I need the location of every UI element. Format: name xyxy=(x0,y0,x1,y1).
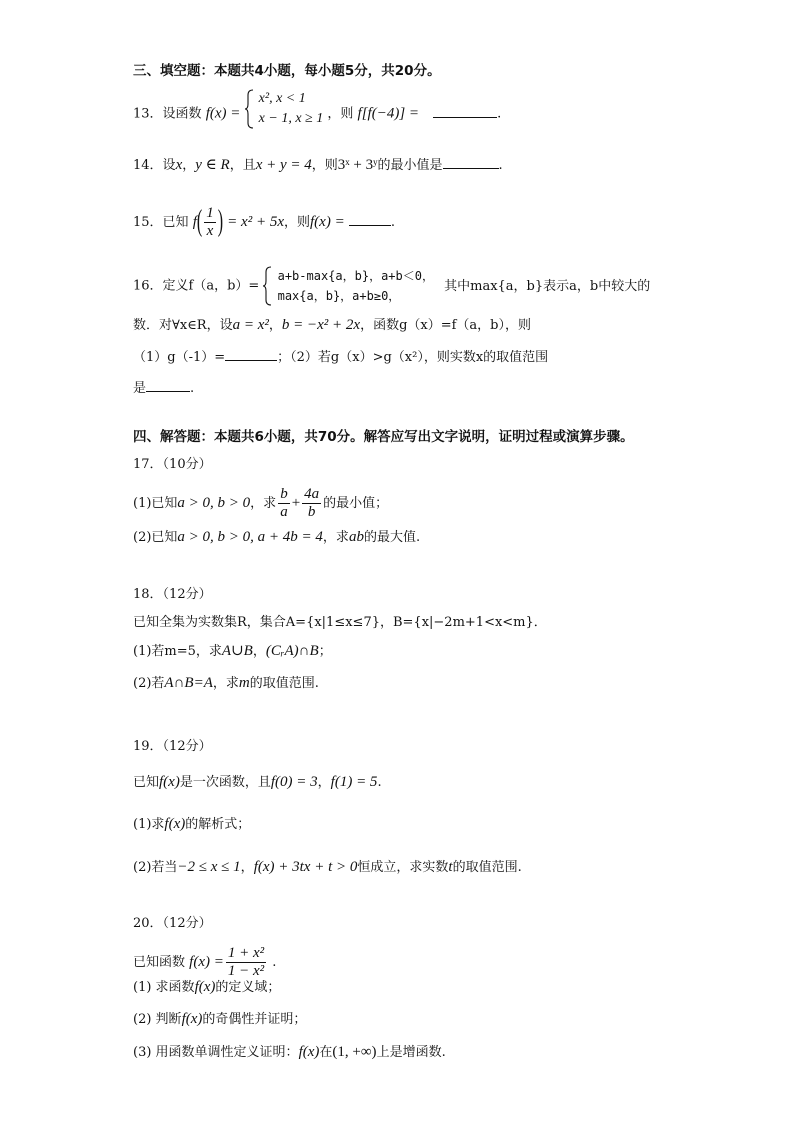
q19-p2-range: −2 ≤ x ≤ 1 xyxy=(177,859,241,875)
q15-frac-den: x xyxy=(206,223,214,239)
q18-p2-post: 的取值范围. xyxy=(249,676,319,691)
q16-answer-blank-1[interactable] xyxy=(225,346,277,361)
q14-period: . xyxy=(498,158,503,173)
q15-number: 15． xyxy=(133,215,163,230)
q19-p1-f: f(x) xyxy=(164,816,186,832)
q13-period: . xyxy=(497,106,502,122)
q15-lparen: ( xyxy=(196,205,203,238)
q13-case1: x², x < 1 xyxy=(258,91,306,106)
q16-piecewise xyxy=(263,266,434,306)
q18-p1-expr2: (CᵣA)∩B xyxy=(265,643,319,659)
q20-stmt-f: f(x) = xyxy=(189,954,224,970)
q20-p1-post: 的定义域； xyxy=(215,980,281,995)
q20-p3-pre: (3) 用函数单调性定义证明： xyxy=(133,1045,299,1060)
section3-heading: 三、填空题：本题共4小题，每小题5分，共20分。 xyxy=(133,63,441,79)
q16-line3 xyxy=(133,346,548,368)
q17-frac1 xyxy=(278,486,290,521)
q13-case2: x − 1, x ≥ 1 xyxy=(258,111,324,126)
q13-mid: ，则 xyxy=(327,106,354,122)
q18-p2-expr: A∩B=A xyxy=(164,675,213,691)
q20-p1-pre: (1) 求函数 xyxy=(133,980,195,995)
q19-p2-post: 的取值范围. xyxy=(452,860,522,875)
q20-p3-interval: (1, +∞) xyxy=(332,1044,377,1060)
q20-statement xyxy=(133,945,276,980)
q19-cond1: f(0) = 3 xyxy=(270,774,318,790)
q20-part1 xyxy=(133,977,280,998)
q14-x: x xyxy=(175,157,183,173)
q19-p1-post: 的解析式； xyxy=(185,817,251,832)
question-15 xyxy=(133,205,395,240)
q18-title: 18．（12分） xyxy=(133,587,212,602)
q16-line4 xyxy=(133,377,194,399)
q16-case1: a+b-max{a，b}，a+b＜0， xyxy=(277,269,434,283)
q17-p1-mid: ，求 xyxy=(250,496,277,511)
q19-stmt-f: f(x) xyxy=(159,774,180,790)
q17-p1-cond: a > 0, b > 0 xyxy=(177,495,251,511)
q20-part2 xyxy=(133,1009,306,1030)
q19-p2-sep: ， xyxy=(240,860,254,875)
section4-heading: 四、解答题：本题共6小题，共70分。解答应写出文字说明，证明过程或演算步骤。 xyxy=(133,429,634,445)
q20-frac-num: 1 + x² xyxy=(227,945,265,961)
q17-part2 xyxy=(133,527,420,548)
q14-equation: x + y = 4 xyxy=(255,157,312,173)
q16-part1: （1）g（-1）= xyxy=(133,350,226,365)
q17-frac2 xyxy=(302,486,321,521)
q15-period: . xyxy=(390,215,395,230)
q19-p2-t: t xyxy=(448,859,453,875)
q17-p2-pre: (2)已知 xyxy=(133,530,178,545)
q14-text2: ，且 xyxy=(229,158,256,173)
q14-text3: ，则 xyxy=(311,158,338,173)
q13-pre: 设函数 xyxy=(162,106,202,122)
question-13 xyxy=(133,91,502,129)
q14-answer-blank[interactable] xyxy=(443,154,499,169)
q20-p2-post: 的奇偶性并证明； xyxy=(202,1012,307,1027)
q19-part1 xyxy=(133,814,250,835)
q17-plus: + xyxy=(291,495,301,511)
q19-sep: ， xyxy=(317,775,331,790)
q16-b-def: b = −x² + 2x xyxy=(281,317,361,333)
q17-p2-post: 的最大值. xyxy=(363,530,421,545)
q18-p1-sep: ， xyxy=(252,644,266,659)
q14-text4: 的最小值是 xyxy=(377,158,443,173)
q19-p1-pre: (1)求 xyxy=(133,817,165,832)
q18-p2-pre: (2)若 xyxy=(133,676,165,691)
q14-expression: 3ˣ + 3ʸ xyxy=(337,157,378,173)
q14-text1: 设 xyxy=(162,158,176,173)
q15-fraction xyxy=(204,205,216,240)
q17-part1 xyxy=(133,486,388,521)
q19-p2-pre: (2)若当 xyxy=(133,860,178,875)
q20-p3-f: f(x) xyxy=(298,1044,320,1060)
q19-p2-inequality: f(x) + 3tx + t > 0 xyxy=(253,859,358,875)
q18-part1 xyxy=(133,641,332,662)
q18-p1-end: ； xyxy=(318,644,332,659)
q15-frac-num: 1 xyxy=(206,205,214,221)
q16-period: . xyxy=(190,381,195,396)
q18-p1-pre: (1)若m=5，求 xyxy=(133,644,222,659)
q20-title: 20．（12分） xyxy=(133,916,212,931)
q16-answer-blank-2[interactable] xyxy=(146,377,190,392)
q16-pre: 定义f（a，b）= xyxy=(162,278,260,294)
q17-frac2-den: b xyxy=(307,504,316,520)
q15-expression: f(x) = xyxy=(310,214,345,230)
q13-answer-blank[interactable] xyxy=(433,103,497,118)
q16-comma: ， xyxy=(268,318,282,333)
q18-p1-expr1: A∪B xyxy=(221,643,253,659)
q19-end: . xyxy=(377,775,382,790)
q16-number: 16． xyxy=(133,278,163,294)
q17-p2-cond: a > 0, b > 0, a + 4b = 4 xyxy=(177,529,323,545)
q19-p2-mid: 恒成立，求实数 xyxy=(357,860,449,875)
q16-post1: 其中max{a，b}表示a，b中较大的 xyxy=(444,278,651,294)
q20-p1-f: f(x) xyxy=(194,979,216,995)
q17-frac1-num: b xyxy=(280,486,288,502)
q14-number: 14． xyxy=(133,158,163,173)
question-14 xyxy=(133,154,503,176)
q20-p2-pre: (2) 判断 xyxy=(133,1012,182,1027)
q16-line4a: 是 xyxy=(133,381,147,396)
q17-frac1-den: a xyxy=(280,504,288,520)
q20-end: . xyxy=(272,955,277,970)
q18-p2-m: m xyxy=(238,675,250,691)
q14-y-in-r: y ∈ R xyxy=(195,157,230,173)
q20-p3-mid: 在 xyxy=(319,1045,333,1060)
q20-fraction xyxy=(226,945,266,980)
q16-case2: max{a，b}，a+b≥0， xyxy=(277,289,401,303)
q17-p1-pre: (1)已知 xyxy=(133,496,178,511)
q14-comma: ， xyxy=(182,158,196,173)
q19-title: 19．（12分） xyxy=(133,739,212,754)
q19-cond2: f(1) = 5 xyxy=(330,774,378,790)
left-brace-icon xyxy=(245,89,255,129)
q17-p2-ab: ab xyxy=(348,529,364,545)
q17-p2-mid: ，求 xyxy=(322,530,349,545)
q16-line2a: 数．对∀x∈R，设 xyxy=(133,318,233,333)
q19-stmt-mid: 是一次函数，且 xyxy=(179,775,271,790)
question-16 xyxy=(133,266,650,306)
q20-frac-den: 1 − x² xyxy=(227,963,265,979)
left-brace-icon xyxy=(263,266,273,306)
q15-mid: ，则 xyxy=(283,215,310,230)
q17-p1-post: 的最小值； xyxy=(323,496,389,511)
q18-p2-mid: ，求 xyxy=(212,676,239,691)
q20-stmt-pre: 已知函数 xyxy=(133,955,186,970)
q16-a-def: a = x² xyxy=(232,317,269,333)
q17-frac2-num: 4a xyxy=(304,486,320,502)
q20-p3-post: 上是增函数. xyxy=(376,1045,446,1060)
q19-part2 xyxy=(133,857,522,878)
q20-part3 xyxy=(133,1042,446,1063)
q15-rparen: ) xyxy=(217,205,224,238)
q16-line2b: ，函数g（x）=f（a，b），则 xyxy=(360,318,532,333)
q19-stmt-pre: 已知 xyxy=(133,775,160,790)
q13-fx: f(x) = xyxy=(205,105,241,122)
q16-line2 xyxy=(133,315,531,336)
q18-statement: 已知全集为实数集R，集合A={x|1≤x≤7}，B={x|−2m+1<x<m}． xyxy=(133,615,547,630)
q20-p2-f: f(x) xyxy=(181,1011,203,1027)
q15-answer-blank[interactable] xyxy=(349,211,391,226)
q15-rhs: = x² + 5x xyxy=(227,214,284,230)
q19-statement xyxy=(133,772,382,793)
q13-piecewise xyxy=(245,89,324,129)
q13-number: 13． xyxy=(133,106,163,122)
q18-part2 xyxy=(133,673,319,694)
q16-part2: ；（2）若g（x）>g（x²），则实数x的取值范围 xyxy=(277,350,549,365)
q15-f: f xyxy=(192,214,197,230)
q15-pre: 已知 xyxy=(162,215,189,230)
q13-expr: f[f(−4)] = xyxy=(357,105,420,122)
q17-title: 17．（10分） xyxy=(133,457,212,472)
